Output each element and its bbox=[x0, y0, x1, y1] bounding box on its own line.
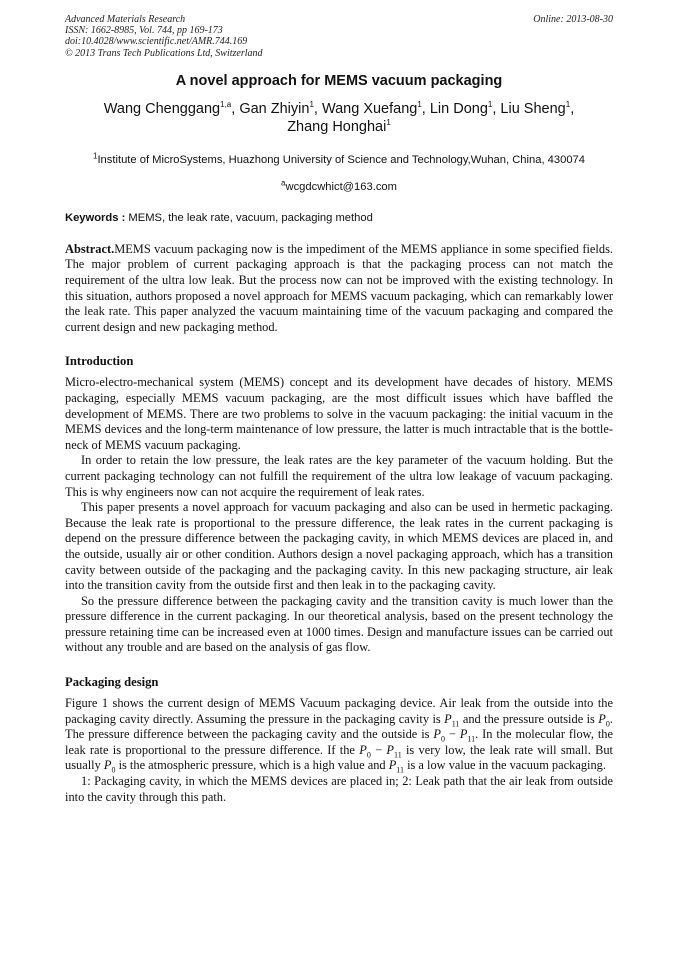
abstract-text: MEMS vacuum packaging now is the impediment of the MEMS appliance in some specified fields. The major problem of current packaging approach is that the packaging process can not match the requirement of the ultra low leak. But the process now can not be improved with the existing technology. In this situation, authors proposed a novel approach for MEMS vacuum packaging, which can remarkably lower the leak rate. This paper analyzed the vacuum maintaining time of the vacuum packaging and compared the current design and new packaging method. bbox=[65, 241, 613, 334]
author-superscript: 1 bbox=[386, 118, 391, 128]
email-text: wcgdcwhict@163.com bbox=[285, 180, 397, 193]
affiliation-superscript: 1 bbox=[93, 151, 98, 161]
keywords bbox=[65, 211, 613, 225]
author-email bbox=[65, 180, 613, 194]
author-name: Wang Chenggang bbox=[103, 100, 221, 117]
math-p0: $P_0$ bbox=[598, 711, 610, 729]
introduction-heading: Introduction bbox=[65, 354, 134, 369]
packaging-paragraph-1: Figure 1 shows the current design of MEMS Vacuum packaging device. Air leak from the outside into the packaging cavity directly. Assuming the pressure in the packaging cavity is $P_{11}$ and the pressure outside is $P_0$. The pressure difference between the packaging cavity and the outside is $P_0 - P_{11}$. In the molecular flow, the leak rate is proportional to the pressure difference. If the $P_0 - P_{11}$ is very low, the leak rate will small. But usually $P_0$ is the atmospheric pressure, which is a high value and $P_{11}$ is a low value in the vacuum packaging. bbox=[65, 696, 613, 775]
keywords-label: Keywords : bbox=[65, 211, 126, 224]
author-name: Wang Xuefang bbox=[321, 100, 418, 117]
abstract-paragraph bbox=[65, 242, 613, 336]
intro-paragraph-2: In order to retain the low pressure, the leak rates are the key parameter of the vacuum holding. But the current packaging technology can not fulfill the requirement of the ultra low leakage of vacuum packaging. This is why engineers now can not acquire the requirement of leak rates. bbox=[65, 453, 613, 499]
intro-paragraph-4: So the pressure difference between the packaging cavity and the transition cavity is much lower than the pressure difference in the current packaging. In our theoretical analysis, based on the present technology the pressure retaining time can be increased even at 1000 times. Design and manufacture issues can be carried out without any trouble and are based on the analysis of gas flow. bbox=[65, 593, 613, 655]
math-p11: $P_{11}$ bbox=[388, 758, 404, 775]
doi-line: doi:10.4028/www.scientific.net/AMR.744.169 bbox=[65, 36, 248, 48]
journal-header bbox=[65, 14, 613, 59]
intro-paragraph-1: Micro-electro-mechanical system (MEMS) concept and its development have decades of history. MEMS packaging, especially MEMS vacuum packaging, are the most difficult issues which have baffled the development of MEMS. There are two problems to solve in the vacuum packaging: the initial vacuum in the MEMS devices and the long-term maintenance of low pressure, the latter is much intractable that is the bottle-neck of MEMS vacuum packaging. bbox=[65, 375, 613, 452]
keywords-text: MEMS, the leak rate, vacuum, packaging method bbox=[128, 211, 373, 224]
math-p0-minus-p11: $P_0 - P_{11}$ bbox=[433, 727, 476, 744]
online-date: Online: 2013-08-30 bbox=[533, 14, 613, 25]
affiliation bbox=[65, 153, 613, 167]
intro-paragraph-3: This paper presents a novel approach for vacuum packaging and also can be used in hermetic packaging. Because the leak rate is proportional to the pressure difference, the leak rates in the current packaging is depend on the pressure difference between the packaging cavity, in which MEMS devices are placed in, and the outside, usually air or other condition. Authors design a novel packaging approach, which has a transition cavity between outside of the packaging and the packaging cavity. In this new packaging structure, air leak into the transition cavity from the outside first and then leak in to the packaging cavity. bbox=[65, 500, 613, 593]
author-name: Lin Dong bbox=[429, 100, 488, 117]
journal-name: Advanced Materials Research bbox=[65, 14, 186, 25]
author-superscript: 1 bbox=[309, 99, 314, 109]
author-superscript: 1 bbox=[565, 99, 571, 109]
packaging-design-heading: Packaging design bbox=[65, 675, 159, 690]
author-name: Zhang Honghai bbox=[287, 119, 387, 136]
author-superscript: 1 bbox=[487, 99, 493, 109]
author-superscript: 1 bbox=[417, 99, 422, 109]
affiliation-text: Institute of MicroSystems, Huazhong University of Science and Technology,Wuhan, China, 430074 bbox=[97, 153, 585, 166]
author-superscript: 1,a bbox=[220, 99, 232, 109]
math-p0-minus-p11: $P_0 - P_{11}$ bbox=[359, 742, 402, 760]
paper-title: A novel approach for MEMS vacuum packaging bbox=[175, 72, 503, 89]
author-name: Liu Sheng bbox=[500, 100, 566, 117]
math-p11: $P_{11}$ bbox=[444, 711, 460, 729]
copyright-line: © 2013 Trans Tech Publications Ltd, Switzerland bbox=[65, 47, 263, 59]
packaging-paragraph-2: 1: Packaging cavity, in which the MEMS devices are placed in; 2: Leak path that the air leak from outside into the cavity through this path. bbox=[65, 774, 613, 804]
math-p0: $P_0$ bbox=[103, 758, 116, 775]
author-list: Wang Chenggang$^{1,a}$, Gan Zhiyin$^1$, Wang Xuefang$^1$, Lin Dong$^1$, Liu Sheng$^1$, Zhang Honghai$^1$ bbox=[103, 99, 575, 136]
author-name: Gan Zhiyin bbox=[239, 100, 310, 117]
abstract-label: Abstract. bbox=[65, 241, 115, 256]
email-superscript: a bbox=[281, 178, 286, 188]
issn-line: ISSN: 1662-8985, Vol. 744, pp 169-173 bbox=[65, 25, 223, 37]
